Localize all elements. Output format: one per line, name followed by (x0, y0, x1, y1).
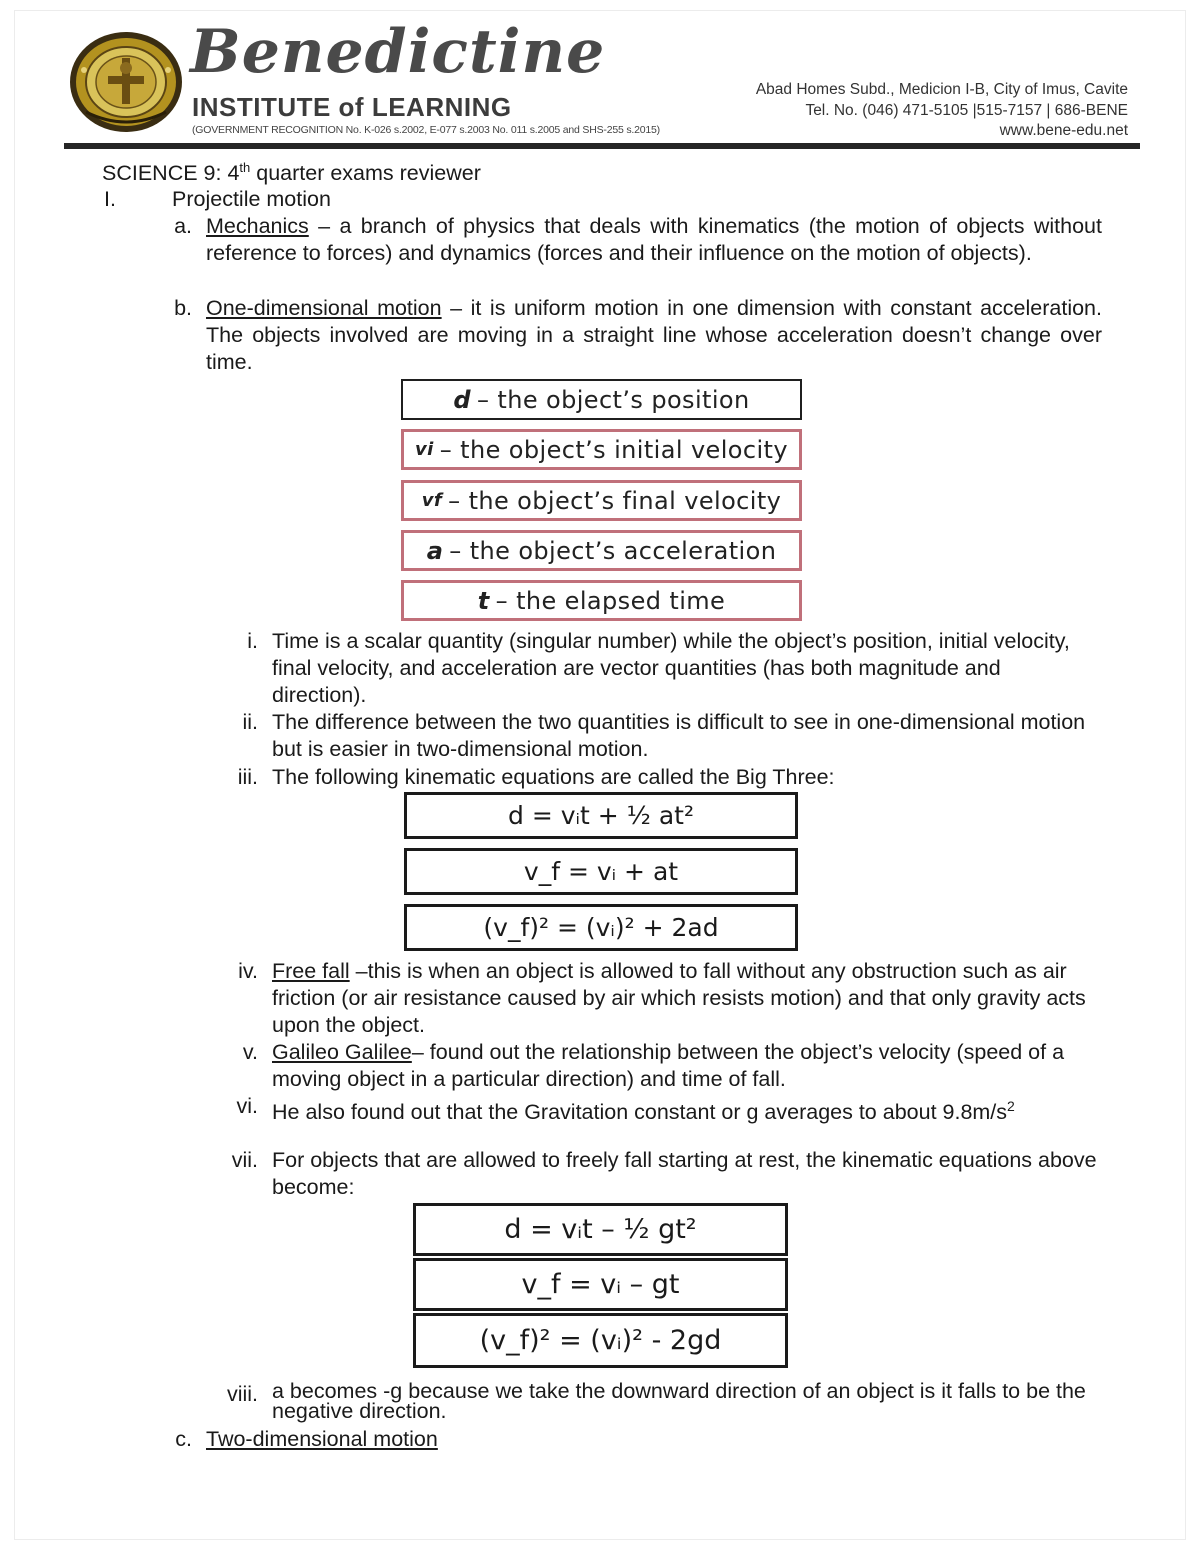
item-vi-marker: vi. (236, 1094, 258, 1118)
item-vii-text: For objects that are allowed to freely fall starting at rest, the kinematic equations above become: (272, 1148, 1097, 1199)
equation-freefall-displacement: d = vᵢt – ½ gt² (504, 1214, 697, 1245)
item-iii-marker: iii. (237, 765, 258, 789)
school-seal-logo (68, 30, 184, 134)
telephone: Tel. No. (046) 471-5105 |515-7157 | 686-BENE (805, 101, 1128, 119)
term-mechanics: Mechanics (206, 214, 309, 238)
item-iv-marker: iv. (238, 959, 258, 983)
contact-block (756, 80, 1128, 142)
header-divider (64, 143, 1140, 149)
document-title: SCIENCE 9: 4th quarter exams reviewer (102, 160, 481, 186)
variable-box-d: d – the object’s position (401, 379, 802, 420)
item-viii-marker: viii. (226, 1382, 258, 1406)
item-c-marker: c. (175, 1427, 192, 1451)
equation-velocity-squared: (v_f)² = (vᵢ)² + 2ad (483, 913, 719, 942)
variable-box-t: t – the elapsed time (401, 580, 802, 621)
variable-box-a: a – the object’s acceleration (401, 530, 802, 571)
item-vii-marker: vii. (231, 1148, 258, 1172)
item-ii-marker: ii. (242, 710, 258, 734)
item-v-galileo: Galileo Galilee– found out the relationship between the object’s velocity (speed of a moving object in a particular direction) and time of fall. (272, 1040, 1065, 1091)
term-one-dimensional: One-dimensional motion (206, 296, 442, 320)
item-vi-text: He also found out that the Gravitation constant or g averages to about $9.8m/s^2$ (272, 1098, 1015, 1125)
section-title: Projectile motion (172, 187, 331, 211)
website-link[interactable]: www.bene-edu.net (999, 122, 1128, 139)
government-recognition: (GOVERNMENT RECOGNITION No. K-026 s.2002, E-077 s.2003 No. 011 s.2005 and SHS-255 s.2015) (192, 124, 660, 136)
equation-box-displacement (404, 792, 798, 839)
equation-freefall-velocity: v_f = vᵢ – gt (521, 1269, 680, 1300)
equation-box-velocity-squared (404, 904, 798, 951)
item-viii-text: a becomes -g because we take the downward direction of an object is it falls to be the negative direction. (272, 1379, 1086, 1423)
item-v-marker: v. (242, 1040, 258, 1064)
item-ii-text: The difference between the two quantities is difficult to see in one-dimensional motion but is easier in two-dimensional motion. (272, 710, 1086, 761)
equation-displacement: d = vᵢt + ½ at² (508, 801, 694, 830)
term-free-fall: Free fall (272, 959, 350, 983)
address: Abad Homes Subd., Medicion I-B, City of Imus, Cavite (755, 81, 1128, 98)
equation-box-freefall-velocity-squared (413, 1313, 788, 1368)
item-c-two-dimensional (206, 1426, 438, 1453)
item-b-one-dimensional: One-dimensional motion – it is uniform motion in one dimension with constant acceleration. The objects involved are moving in a straight line whose acceleration doesn’t change over time. (206, 296, 1102, 374)
equation-box-final-velocity (404, 848, 798, 895)
item-b-marker: b. (174, 296, 192, 320)
variable-box-vi: vi – the object’s initial velocity (401, 429, 802, 470)
item-iv-free-fall: Free fall –this is when an object is allowed to fall without any obstruction such as air friction (or air resistance caused by air which resists motion) and that only gravity acts upon the object. (272, 959, 1086, 1037)
term-two-dimensional: Two-dimensional motion (206, 1427, 438, 1451)
item-i-marker: i. (247, 629, 258, 653)
equation-final-velocity: v_f = vᵢ + at (523, 857, 679, 886)
item-iii-text: The following kinematic equations are called the Big Three: (272, 765, 835, 789)
term-galileo: Galileo Galilee (272, 1040, 412, 1064)
item-i-text: Time is a scalar quantity (singular number) while the object’s position, initial velocity, final velocity, and acceleration are vector quantities (has both magnitude and direction). (272, 629, 1070, 707)
item-a-marker: a. (174, 214, 192, 238)
variable-box-vf: vf – the object’s final velocity (401, 480, 802, 521)
equation-box-freefall-displacement (413, 1203, 788, 1256)
brand-name: Benedictine (190, 17, 606, 87)
brand-subtitle: INSTITUTE of LEARNING (192, 92, 512, 122)
section-number: I. (104, 187, 116, 211)
equation-box-freefall-velocity (413, 1258, 788, 1311)
item-a-mechanics: Mechanics – a branch of physics that deals with kinematics (the motion of objects without reference to forces) and dynamics (forces and their influence on the motion of objects). (206, 214, 1102, 265)
equation-freefall-velocity-squared: (v_f)² = (vᵢ)² - 2gd (479, 1325, 722, 1356)
